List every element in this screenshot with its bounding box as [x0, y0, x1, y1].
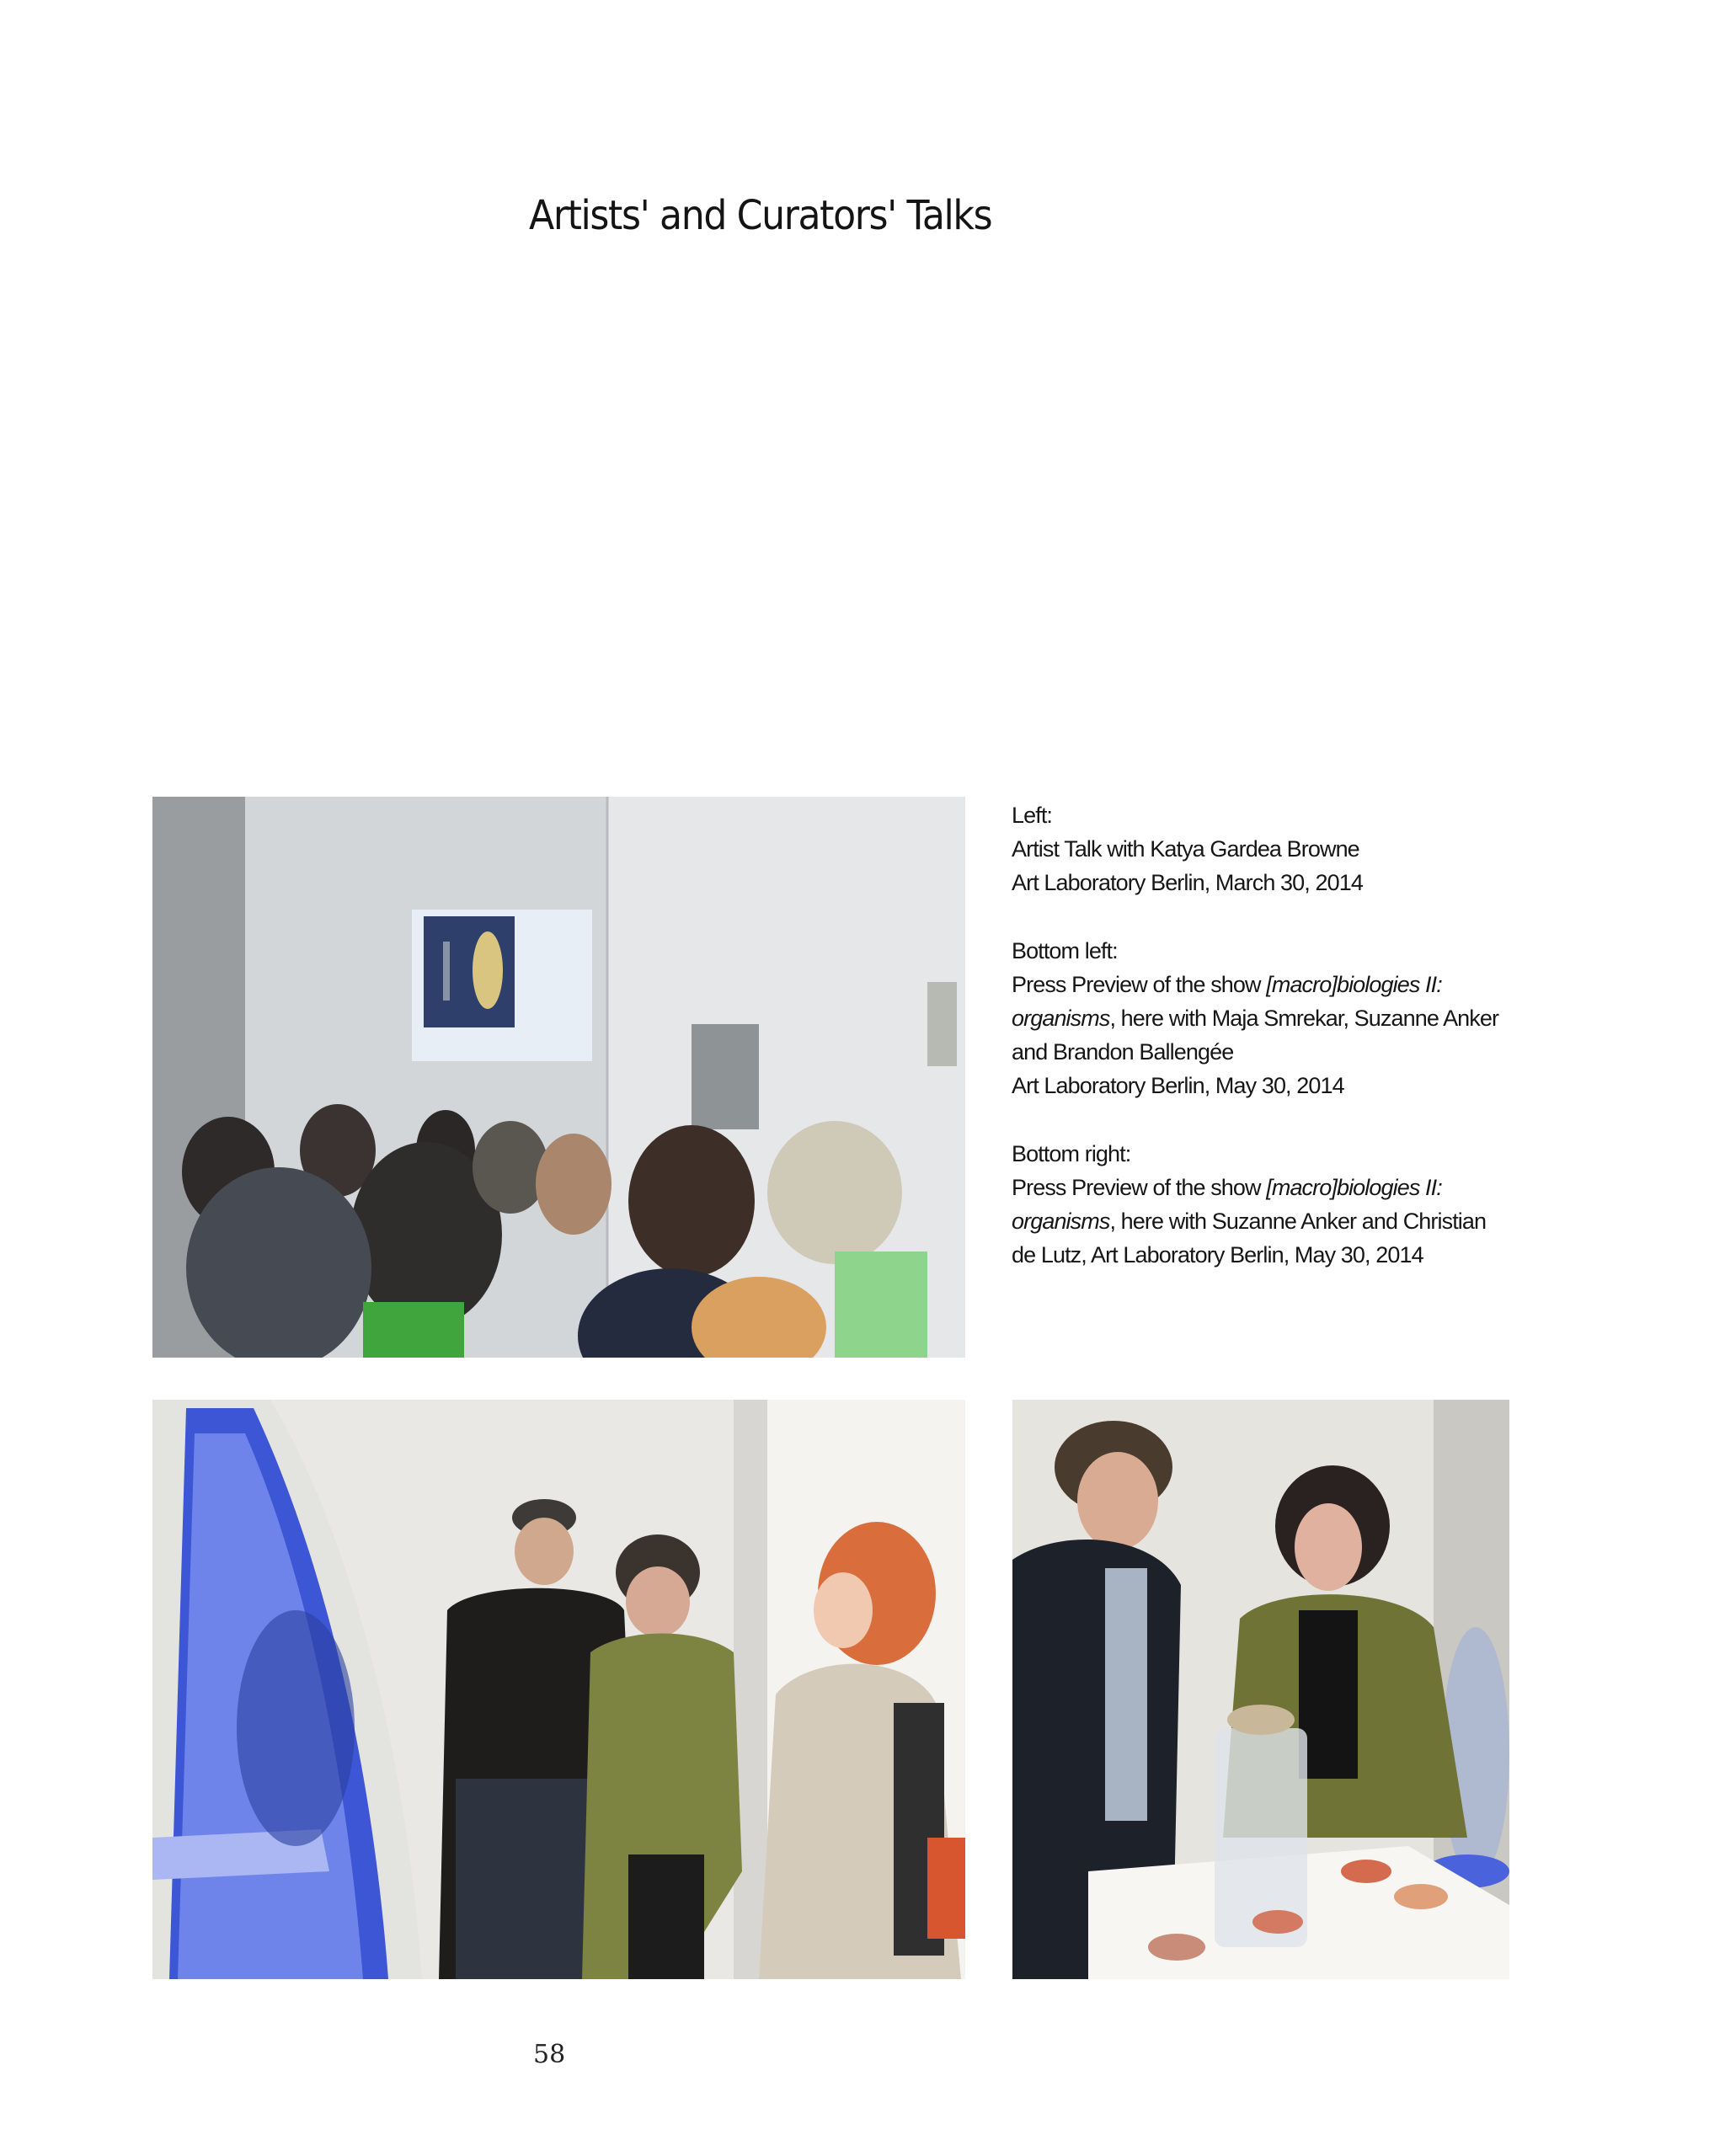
caption-text: Press Preview of the show [1012, 1174, 1267, 1200]
caption-bottom-left-heading: Bottom left: [1012, 937, 1118, 963]
show-title-italic: organisms [1012, 1209, 1110, 1235]
caption-text: , here with Suzanne Anker and Christian [1109, 1209, 1487, 1235]
photo-artist-talk [152, 797, 965, 1358]
caption-text: Press Preview of the show [1012, 971, 1267, 997]
caption-bottom-left [1012, 934, 1517, 1103]
caption-bottom-left-line [1012, 968, 1517, 1001]
captions [1012, 798, 1517, 1305]
caption-bottom-right-line: de Lutz, Art Laboratory Berlin, May 30, 2014 [1012, 1242, 1423, 1268]
caption-text: , here with Maja Smrekar, Suzanne Anker [1109, 1006, 1499, 1032]
caption-bottom-left-line [1012, 1001, 1517, 1035]
page-number: 58 [533, 2040, 566, 2069]
photo-press-preview-pair [1012, 1400, 1509, 1979]
caption-left-heading: Left: [1012, 803, 1053, 828]
caption-bottom-left-line: and Brandon Ballengée [1012, 1039, 1234, 1065]
show-title-italic: [macro]biologies II: [1266, 971, 1442, 997]
caption-left-line: Artist Talk with Katya Gardea Browne [1012, 836, 1359, 862]
caption-bottom-right-heading: Bottom right: [1012, 1140, 1131, 1166]
caption-bottom-right-line [1012, 1171, 1517, 1204]
caption-bottom-right-line [1012, 1204, 1517, 1238]
photo-press-preview-group [152, 1400, 965, 1979]
caption-left-line: Art Laboratory Berlin, March 30, 2014 [1012, 870, 1363, 896]
caption-bottom-left-line: Art Laboratory Berlin, May 30, 2014 [1012, 1073, 1344, 1099]
show-title-italic: [macro]biologies II: [1266, 1174, 1442, 1200]
caption-bottom-right [1012, 1137, 1517, 1273]
page-title: Artists' and Curators' Talks [529, 192, 992, 239]
caption-left [1012, 798, 1517, 900]
show-title-italic: organisms [1012, 1006, 1110, 1032]
